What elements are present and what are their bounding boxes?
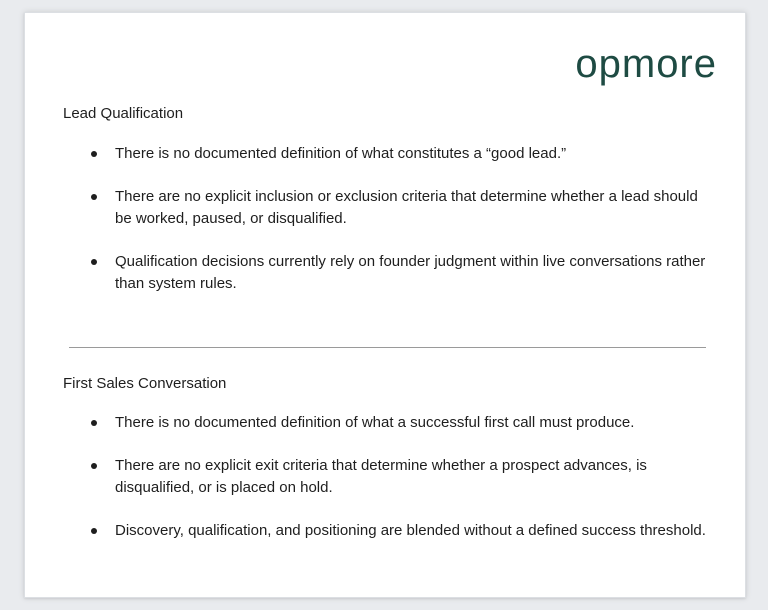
list-item-text: There are no explicit inclusion or exclusion criteria that determine whether a lead should be worked, paused, or disqualified.	[115, 188, 698, 227]
list-item-text: Discovery, qualification, and positioning are blended without a defined success threshold.	[115, 522, 706, 539]
bullet-icon	[91, 194, 97, 200]
bullet-icon	[91, 151, 97, 157]
bullet-icon	[91, 420, 97, 426]
list-item	[87, 186, 715, 230]
list-item	[87, 455, 715, 499]
list-item	[87, 143, 715, 165]
list-item	[87, 412, 715, 434]
bullet-icon	[91, 463, 97, 469]
section-title-first-sales-conversation: First Sales Conversation	[63, 375, 227, 392]
document-page	[24, 12, 746, 598]
bullet-icon	[91, 259, 97, 265]
list-item-text: There is no documented definition of what constitutes a “good lead.”	[115, 145, 567, 162]
lead-qualification-list	[87, 143, 715, 316]
first-sales-conversation-list	[87, 412, 715, 563]
brand-logo: opmore	[575, 42, 717, 86]
list-item-text: There are no explicit exit criteria that determine whether a prospect advances, is disqualified, or is placed on hold.	[115, 457, 647, 496]
list-item	[87, 520, 715, 542]
list-item-text: There is no documented definition of what a successful first call must produce.	[115, 414, 635, 431]
section-title-lead-qualification: Lead Qualification	[63, 105, 184, 122]
list-item-text: Qualification decisions currently rely on founder judgment within live conversations rather than system rules.	[115, 253, 706, 292]
bullet-icon	[91, 528, 97, 534]
list-item	[87, 251, 715, 295]
section-divider	[69, 347, 706, 348]
